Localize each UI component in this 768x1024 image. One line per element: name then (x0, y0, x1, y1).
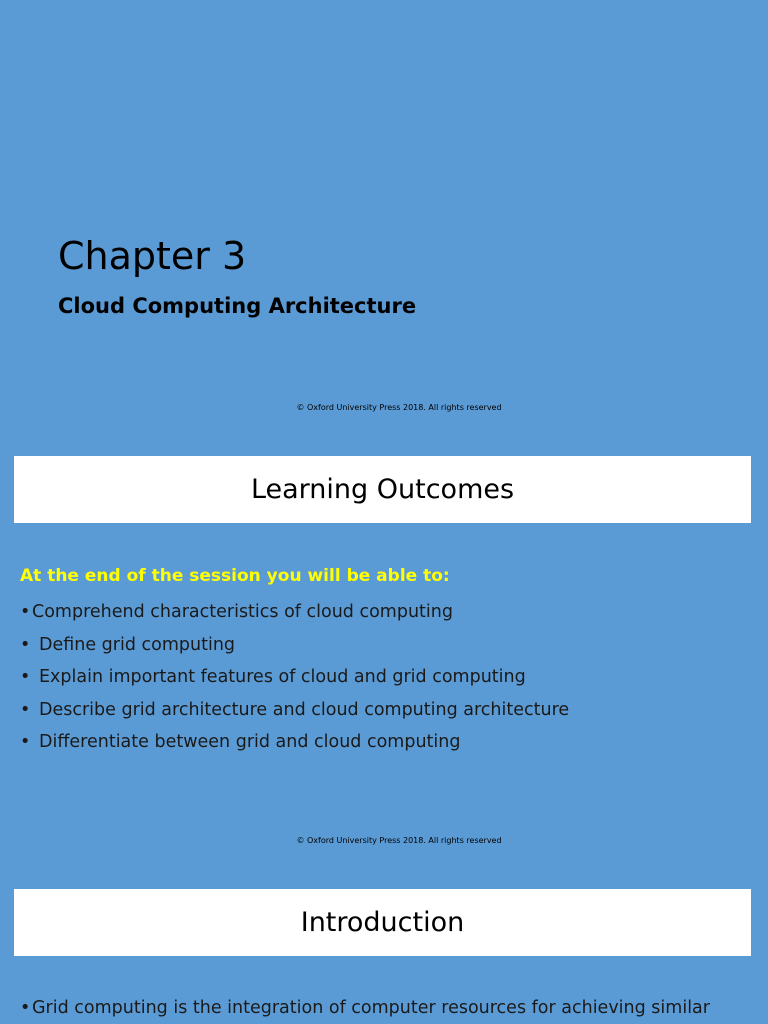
title-bar (14, 456, 751, 523)
slide-introduction (0, 864, 768, 1024)
bullet-icon: • (20, 667, 31, 687)
list-item (20, 998, 710, 1019)
bullet-icon: • (20, 602, 31, 622)
list-item (20, 596, 569, 629)
list-item (20, 629, 569, 662)
bullet-icon: • (20, 699, 31, 720)
list-item (20, 694, 569, 727)
bullet-icon: • (20, 998, 31, 1018)
chapter-subtitle: Cloud Computing Architecture (58, 294, 417, 318)
bullet-icon: • (20, 732, 31, 752)
bullet-icon: • (20, 634, 31, 655)
bullet-list (20, 596, 569, 759)
copyright-notice: © Oxford University Press 2018. All rights reserved (296, 836, 502, 845)
copyright-notice: © Oxford University Press 2018. All rights reserved (296, 403, 502, 412)
chapter-title: Chapter 3 (58, 234, 247, 278)
lead-text: At the end of the session you will be able to: (20, 566, 450, 586)
list-item-text: Describe grid architecture and cloud computing architecture (39, 699, 570, 720)
slide-heading: Introduction (300, 907, 465, 938)
list-item-text: Define grid computing (39, 634, 236, 655)
slide-heading: Learning Outcomes (250, 474, 515, 505)
list-item-text: Explain important features of cloud and grid computing (39, 667, 526, 687)
list-item-text: Comprehend characteristics of cloud computing (32, 602, 453, 622)
slide-chapter-title (0, 0, 768, 432)
title-bar (14, 889, 751, 956)
list-item-text: Grid computing is the integration of computer resources for achieving similar (32, 998, 710, 1018)
list-item (20, 726, 569, 759)
list-item (20, 661, 569, 694)
slide-learning-outcomes (0, 432, 768, 864)
list-item-text: Differentiate between grid and cloud computing (39, 732, 461, 752)
